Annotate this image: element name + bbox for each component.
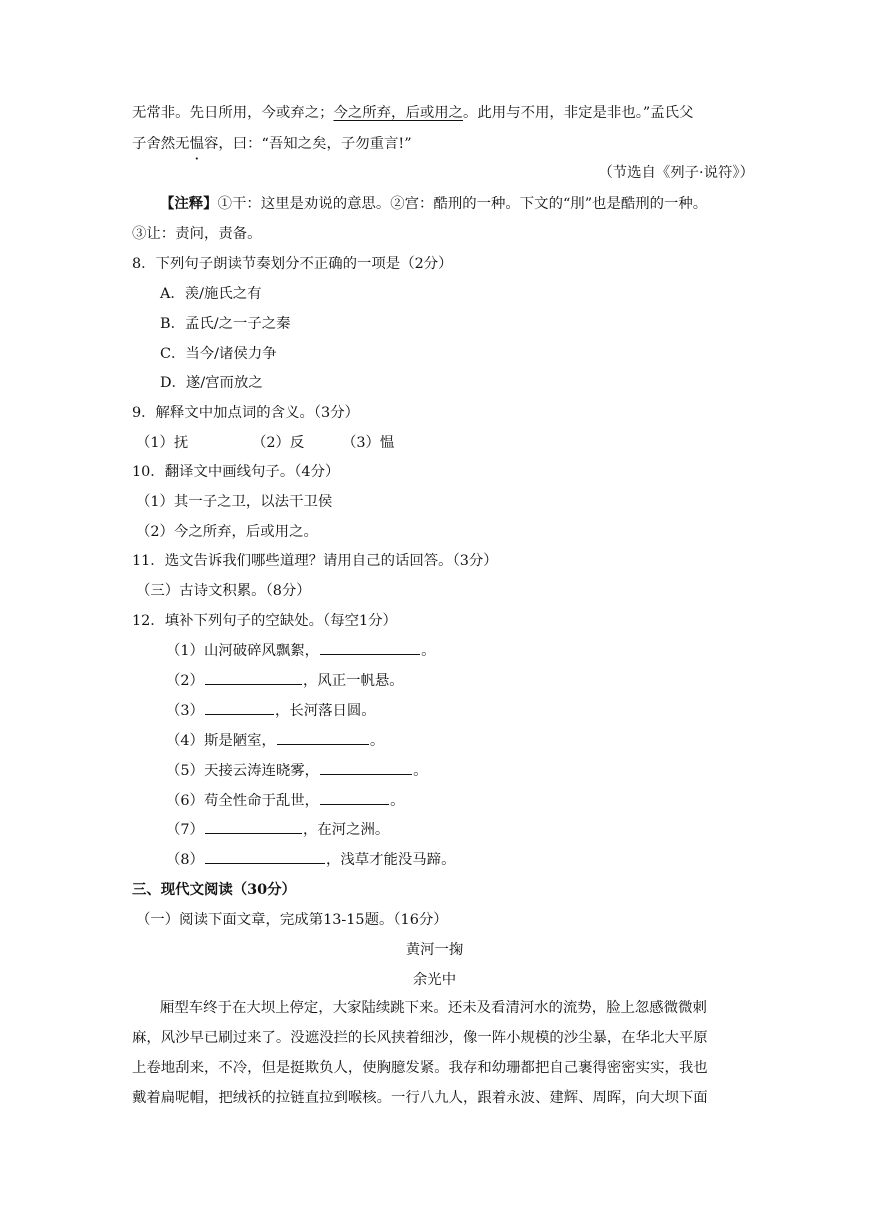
question-10-item: （1）其一子之卫，以法干卫侯 [136,494,333,510]
answer-blank[interactable] [205,702,274,715]
article-paragraph-line: 麻，风沙早已刷过来了。没遮没拦的长风挟着细沙，像一阵小规模的沙尘暴，在华北大平原 [132,1030,708,1046]
section-heading: （三）古诗文积累。（8分） [136,583,311,599]
article-paragraph-line: 上卷地刮来，不冷，但是挺欺负人，使胸臆发紧。我存和幼珊都把自己裹得密密实实，我也 [132,1060,708,1076]
verse-text: ，长河落日圆。 [274,703,376,719]
article-paragraph-line: 厢型车终于在大坝上停定，大家陆续跳下来。还未及看清河水的流势，脸上忽感微微刺 [160,1000,707,1016]
fill-blank-line [0,670,869,692]
question-8-option-d: D．遂/宫而放之 [160,375,263,391]
item-number: （1） [166,643,204,659]
fill-blank-line [0,730,869,752]
question-8-option-c: C．当今/诸侯力争 [160,346,277,362]
question-12-stem: 12．填补下列句子的空缺处。（每空1分） [132,613,397,629]
answer-blank[interactable] [320,762,412,775]
article-title: 黄河一掬 [405,942,464,958]
question-8-option-b: B．孟氏/之一子之秦 [160,316,291,332]
answer-blank[interactable] [205,672,302,685]
verse-text: 苟全性命于乱世， [203,793,320,809]
fill-blank-line [0,760,869,782]
fill-blank-line [0,819,869,841]
item-number: （4） [166,733,204,749]
fill-blank-line [0,700,869,722]
answer-blank[interactable] [320,642,420,655]
question-11-stem: 11．选文告诉我们哪些道理？请用自己的话回答。（3分） [132,553,498,569]
passage-line-2 [0,133,869,155]
verse-text: ，风正一帆悬。 [302,673,404,689]
item-number: （8） [166,852,204,868]
passage-text: 子舍然无 [132,136,190,152]
verse-text: 。 [390,793,405,809]
item-number: （3） [166,703,204,719]
question-8-option-a: A．羡/施氏之有 [160,286,262,302]
annotation-text: ①干：这里是劝说的意思。②宫：酷刑的一种。下文的“刖”也是酷刑的一种。 [217,196,708,212]
verse-text: 山河破碎风飘絮， [203,643,320,659]
source-citation: （节选自《列子·说符》） [598,165,754,181]
question-10-item: （2）今之所弃，后或用之。 [136,524,318,540]
passage-text: 无常非。先日所用，今或弃之； [132,105,334,121]
verse-text: ，在河之洲。 [302,822,390,838]
article-paragraph-line: 戴着扁呢帽，把绒袄的拉链直拉到喉核。一行八九人，跟着永波、建辉、周晖，向大坝下面 [132,1090,708,1106]
answer-blank[interactable] [205,821,302,834]
answer-blank[interactable] [320,792,389,805]
question-10-stem: 10．翻译文中画线句子。（4分） [132,464,340,480]
answer-blank[interactable] [277,732,369,745]
item-number: （2） [166,673,204,689]
underlined-sentence: 今之所弃，后或用之 [333,105,464,121]
annotation-label: 【注释】 [160,195,218,212]
annotation-line-1 [0,193,869,215]
dotted-word: 愠 [189,136,204,152]
annotation-line-2: ③让：责问，责备。 [132,226,262,242]
item-number: （6） [166,793,204,809]
passage-text: 。此用与不用，非定是非也。”孟氏父 [463,105,694,121]
question-9-item: （3）愠 [342,435,395,451]
fill-blank-line [0,640,869,662]
fill-blank-line [0,790,869,812]
verse-text: 。 [421,643,436,659]
verse-text: 。 [413,763,428,779]
verse-text: 。 [369,733,385,749]
question-9-stem: 9．解释文中加点词的含义。（3分） [132,405,359,421]
fill-blank-line [0,849,869,871]
question-8-stem: 8．下列句子朗读节奏划分不正确的一项是（2分） [132,256,453,272]
article-author: 余光中 [412,972,457,988]
question-9-item: （2）反 [252,435,305,451]
part-heading: 三、现代文阅读（30分） [132,881,296,898]
passage-text: 容，曰：“吾知之矣，子勿重言!” [203,136,412,152]
answer-blank[interactable] [205,851,325,864]
item-number: （5） [166,763,204,779]
verse-text: 斯是陋室， [203,733,276,749]
item-number: （7） [166,822,204,838]
verse-text: ，浅草才能没马蹄。 [325,852,456,868]
question-9-item: （1）抚 [136,435,189,451]
verse-text: 天接云涛连晓雾， [203,763,320,779]
passage-line-1 [0,102,869,124]
reading-instructions: （一）阅读下面文章，完成第13-15题。（16分） [136,912,448,928]
